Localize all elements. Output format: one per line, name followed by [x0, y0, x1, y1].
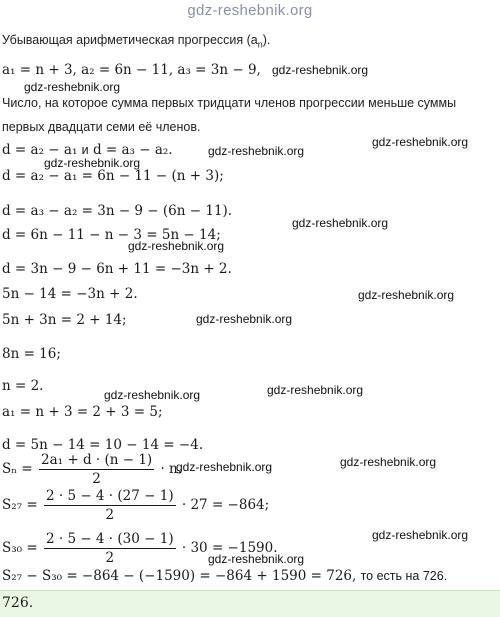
sum-30-fraction: $\frac{2 \cdot 5 - 4 \cdot (30 - 1)}{2}$ — [45, 531, 174, 566]
watermark: gdz-reshebnik.org — [44, 156, 141, 170]
watermark: gdz-reshebnik.org — [104, 388, 201, 402]
sum-difference: S₂₇ − S₃₀ = −864 − (−1590) = −864 + 1590 = 726, то есть на 726. — [2, 568, 448, 584]
sum-30: S₃₀ = $\frac{2 \cdot 5 - 4 \cdot (30 - 1)}{2}$ · 30 = −1590. — [2, 531, 278, 566]
problem-question-line2: первых двадцати семи её членов. — [2, 120, 201, 134]
problem-question-line1: Число, на которое сумма первых тридцати членов прогрессии меньше суммы — [2, 96, 457, 110]
solution-step-1: d = a₂ − a₁ и d = a₃ − a₂. — [2, 142, 173, 158]
sum-27-fraction: $\frac{2 \cdot 5 - 4 \cdot (27 - 1)}{2}$ — [45, 488, 174, 523]
watermark: gdz-reshebnik.org — [340, 455, 437, 469]
watermark: gdz-reshebnik.org — [176, 460, 273, 474]
problem-line1: Убывающая арифметическая прогрессия $(a_n)$. — [2, 33, 271, 50]
solution-step-10: a₁ = n + 3 = 2 + 3 = 5; — [2, 404, 163, 420]
sum-formula-fraction: $\frac{\text{2a₁ + d · (n − 1)}}{2}$ — [41, 452, 153, 487]
watermark: gdz-reshebnik.org — [372, 135, 469, 149]
solution-step-8: 8n = 16; — [2, 346, 61, 362]
solution-step-5: d = 3n − 9 − 6n + 11 = −3n + 2. — [2, 261, 232, 277]
solution-step-6: 5n − 14 = −3n + 2. — [2, 286, 138, 302]
watermark: gdz-reshebnik.org — [372, 528, 469, 542]
watermark: gdz-reshebnik.org — [267, 383, 364, 397]
watermark: gdz-reshebnik.org — [128, 239, 225, 253]
answer-bar — [0, 590, 500, 617]
watermark: gdz-reshebnik.org — [358, 288, 455, 302]
watermark: gdz-reshebnik.org — [24, 80, 121, 94]
solution-step-3: d = a₃ − a₂ = 3n − 9 − (6n − 11). — [2, 203, 233, 219]
solution-step-9: n = 2. — [2, 378, 44, 394]
watermark: gdz-reshebnik.org — [292, 216, 389, 230]
watermark: gdz-reshebnik.org — [196, 312, 293, 326]
watermark: gdz-reshebnik.org — [208, 144, 305, 158]
watermark: gdz-reshebnik.org — [208, 552, 305, 566]
problem-terms: a₁ = n + 3, a₂ = 6n − 11, a₃ = 3n − 9, — [2, 62, 261, 78]
solution-step-11: d = 5n − 14 = 10 − 14 = −4. — [2, 437, 204, 453]
solution-step-2: d = a₂ − a₁ = 6n − 11 − (n + 3); — [2, 168, 224, 184]
sum-27: S₂₇ = $\frac{2 \cdot 5 - 4 \cdot (27 - 1)}{2}$ · 27 = −864; — [2, 488, 270, 523]
site-header: gdz-reshebnik.org — [187, 2, 313, 19]
answer-value: 726. — [2, 595, 34, 611]
solution-step-7: 5n + 3n = 2 + 14; — [2, 312, 127, 328]
watermark: gdz-reshebnik.org — [272, 63, 369, 77]
solution-step-4: d = 6n − 11 − n − 3 = 5n − 14; — [2, 227, 221, 243]
sum-formula: Sₙ = $\frac{\text{2a₁ + d · (n − 1)}}{2}$ · n. — [2, 452, 183, 487]
